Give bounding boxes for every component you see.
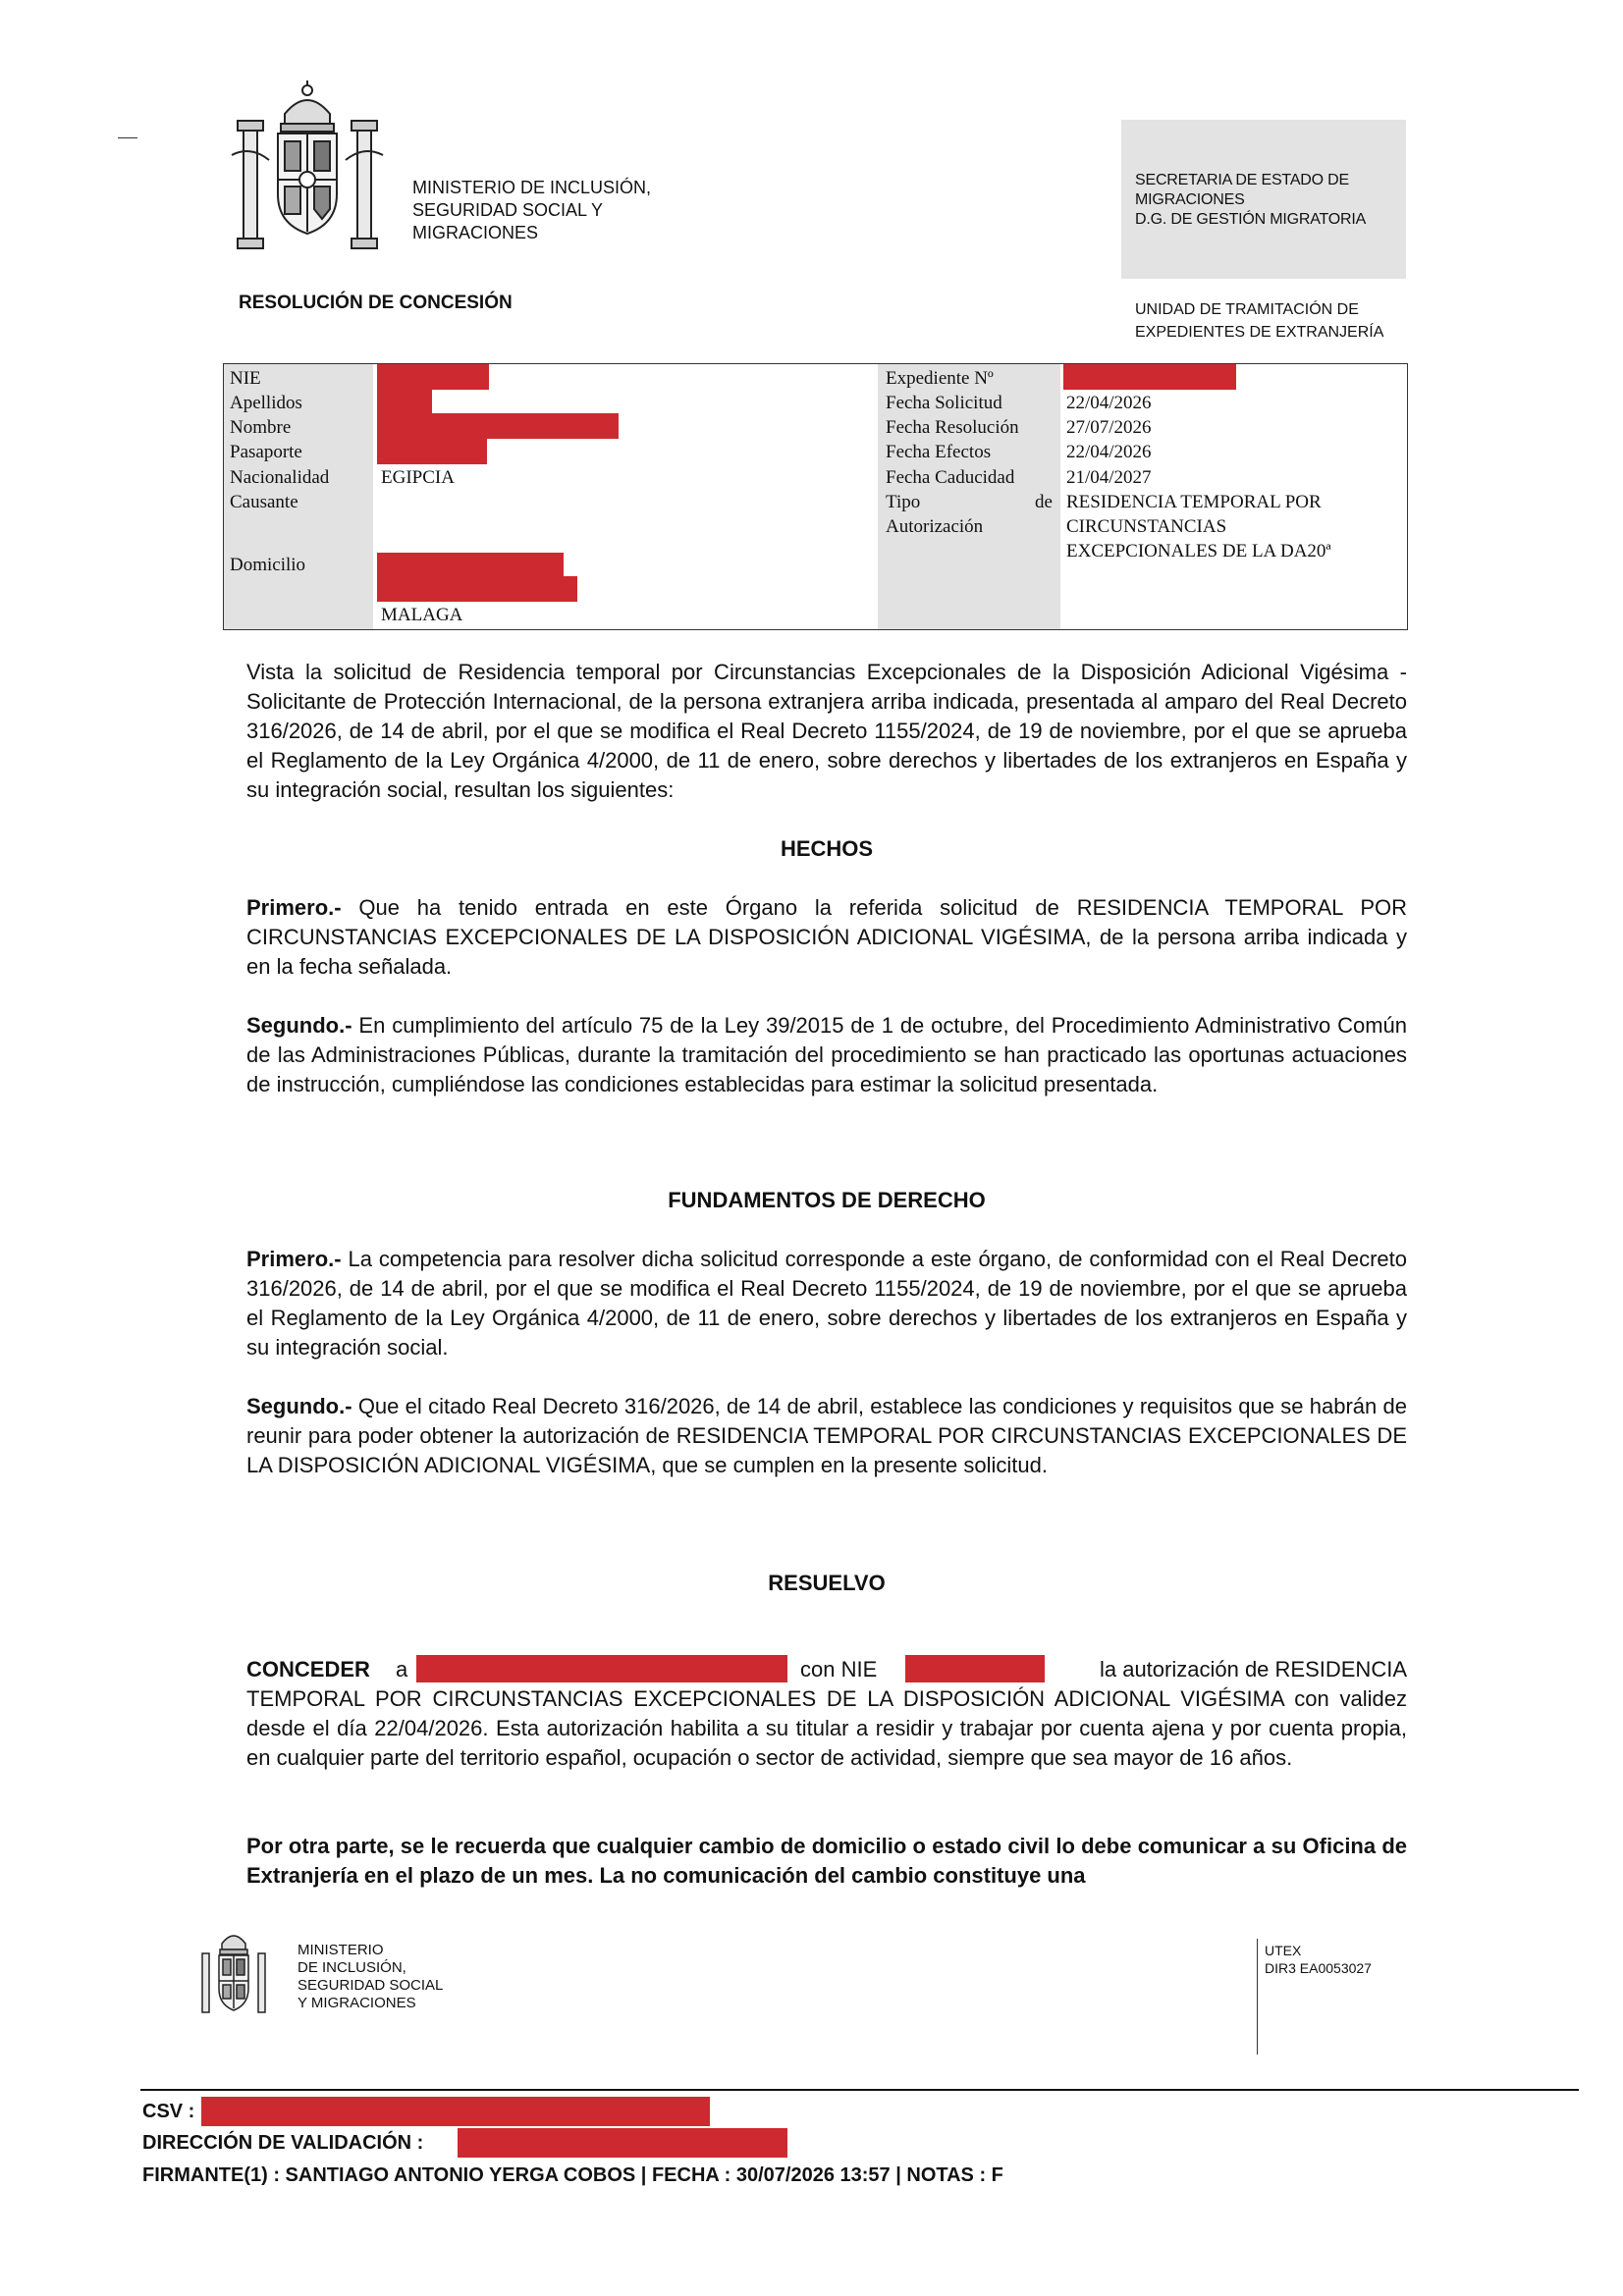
label-expediente: Expediente Nº [886, 368, 994, 389]
conceder-con-nie: con NIE [800, 1657, 878, 1682]
secretaria-line: D.G. DE GESTIÓN MIGRATORIA [1135, 211, 1367, 228]
page-mark [118, 137, 137, 138]
redacted-nie [377, 364, 489, 390]
value-tipo: EXCEPCIONALES DE LA DA20ª [1066, 541, 1331, 561]
value-fecha-caducidad: 21/04/2027 [1066, 467, 1152, 488]
footer-divider [1257, 1939, 1258, 2055]
hechos-primero [246, 893, 1407, 982]
label-causante: Causante [230, 492, 298, 512]
coat-of-arms-icon [196, 1924, 271, 2022]
unit-line: UNIDAD DE TRAMITACIÓN DE [1135, 301, 1359, 318]
value-fecha-efectos: 22/04/2026 [1066, 442, 1152, 462]
footer-ministry-line: DE INCLUSIÓN, [298, 1959, 406, 1976]
value-fecha-solicitud: 22/04/2026 [1066, 393, 1152, 413]
utex-code [1265, 1942, 1372, 1977]
footer-rule [140, 2089, 1579, 2091]
value-fecha-resolucion: 27/07/2026 [1066, 417, 1152, 438]
fundamentos-segundo [246, 1392, 1407, 1480]
label-fecha-caducidad: Fecha Caducidad [886, 467, 1015, 488]
label-domicilio: Domicilio [230, 555, 306, 575]
conceder-a: a [396, 1657, 408, 1682]
redacted-nie-body [905, 1655, 1045, 1682]
label-autorizacion: Autorización [886, 516, 984, 537]
redacted-pasaporte [377, 439, 487, 464]
paragraph-text: Que el citado Real Decreto 316/2026, de 14 de abril, establece las condiciones y requisitos que se habrán de reunir para poder obtener la autorización de RESIDENCIA TEMPORAL POR CIRCUNSTANCIAS EXCEPCIONALES DE LA DISPOSICIÓN ADICIONAL VIGÉSIMA, que se cumplen en la presente solicitud. [246, 1394, 1407, 1477]
coat-of-arms-icon [224, 77, 391, 253]
conceder-paragraph: TEMPORAL POR CIRCUNSTANCIAS EXCEPCIONALES DE LA DISPOSICIÓN ADICIONAL VIGÉSIMA con validez desde el día 22/04/2026. Esta autorización habilita a su titular a residir y trabajar por cuenta ajena y por cuenta propia, en cualquier parte del territorio español, ocupación o sector de actividad, siempre que sea mayor de 16 años. [246, 1686, 1407, 1770]
label-fecha-resolucion: Fecha Resolución [886, 417, 1019, 438]
paragraph-text: La competencia para resolver dicha solicitud corresponde a este órgano, de conformidad con el Real Decreto 316/2026, de 14 de abril, por el que se modifica el Real Decreto 1155/2024, de 19 de noviembre, por el que se aprueba el Reglamento de la Ley Orgánica 4/2000, de 11 de enero, sobre derechos y libertades de los extranjeros en España y su integración social. [246, 1247, 1407, 1360]
secretaria-line: SECRETARIA DE ESTADO DE [1135, 172, 1349, 188]
ministry-name [412, 177, 707, 244]
redacted-domicilio-2 [377, 576, 577, 602]
label-fecha-solicitud: Fecha Solicitud [886, 393, 1002, 413]
label-tipo: Tipo [886, 492, 921, 512]
conceder-lead: CONCEDER [246, 1657, 370, 1682]
value-nacionalidad: EGIPCIA [381, 467, 455, 488]
redacted-validation-url [458, 2128, 787, 2158]
redacted-apellidos [377, 390, 432, 413]
hechos-segundo [246, 1011, 1407, 1099]
label-pasaporte: Pasaporte [230, 442, 302, 462]
section-heading-resuelvo: RESUELVO [768, 1571, 886, 1595]
section-heading-hechos: HECHOS [780, 836, 874, 861]
redacted-expediente [1063, 364, 1236, 390]
paragraph-text: En cumplimiento del artículo 75 de la Ley 39/2015 de 1 de octubre, del Procedimiento Administrativo Común de las Administraciones Públicas, durante la tramitación del procedimiento se han practicado las oportunas actuaciones de instrucción, cumpliéndose las condiciones establecidas para estimar la solicitud presentada. [246, 1013, 1407, 1096]
utex-line: DIR3 EA0053027 [1265, 1960, 1372, 1976]
utex-line: UTEX [1265, 1943, 1302, 1958]
value-city: MALAGA [381, 605, 463, 625]
secretaria-line: MIGRACIONES [1135, 191, 1245, 208]
validation-label: DIRECCIÓN DE VALIDACIÓN : [142, 2132, 424, 2154]
csv-label: CSV : [142, 2101, 195, 2122]
paragraph-lead: Primero.- [246, 1247, 342, 1271]
redacted-domicilio [377, 553, 564, 576]
label-nombre: Nombre [230, 417, 292, 438]
document-title: RESOLUCIÓN DE CONCESIÓN [239, 293, 513, 313]
redacted-name [416, 1655, 787, 1682]
signer-line: FIRMANTE(1) : SANTIAGO ANTONIO YERGA COBOS | FECHA : 30/07/2026 13:57 | NOTAS : F [142, 2164, 1003, 2186]
intro-paragraph: Vista la solicitud de Residencia temporal por Circunstancias Excepcionales de la Disposición Adicional Vigésima - Solicitante de Protección Internacional, de la persona extranjera arriba indicada, presentada al amparo del Real Decreto 316/2026, de 14 de abril, por el que se modifica el Real Decreto 1155/2024, de 19 de noviembre, por el que se aprueba el Reglamento de la Ley Orgánica 4/2000, de 11 de enero, sobre derechos y libertades de los extranjeros en España y su integración social, resultan los siguientes: [246, 660, 1407, 802]
notice-paragraph: Por otra parte, se le recuerda que cualquier cambio de domicilio o estado civil lo debe comunicar a su Oficina de Extranjería en el plazo de un mes. La no comunicación del cambio constituye una [246, 1834, 1407, 1888]
paragraph-lead: Segundo.- [246, 1013, 352, 1038]
unit-name [1135, 298, 1420, 344]
conceder-line-end: la autorización de RESIDENCIA [1099, 1657, 1407, 1682]
redacted-nombre [377, 413, 619, 439]
label-nie: NIE [230, 368, 261, 389]
footer-ministry-line: Y MIGRACIONES [298, 1995, 416, 2011]
secretaria-name [1135, 171, 1400, 230]
fundamentos-primero [246, 1245, 1407, 1362]
paragraph-text: Que ha tenido entrada en este Órgano la referida solicitud de RESIDENCIA TEMPORAL POR CIRCUNSTANCIAS EXCEPCIONALES DE LA DISPOSICIÓN ADICIONAL VIGÉSIMA, de la persona arriba indicada y en la fecha señalada. [246, 895, 1407, 979]
label-tipo-de: de [1035, 492, 1053, 512]
value-tipo: RESIDENCIA TEMPORAL POR [1066, 492, 1322, 512]
paragraph-lead: Segundo.- [246, 1394, 352, 1418]
footer-ministry-name [298, 1942, 494, 2012]
ministry-line: MINISTERIO DE INCLUSIÓN, [412, 178, 652, 197]
redacted-csv [201, 2097, 710, 2126]
applicant-info-table [223, 363, 1408, 630]
label-apellidos: Apellidos [230, 393, 302, 413]
footer-ministry-line: MINISTERIO [298, 1942, 384, 1958]
ministry-line: MIGRACIONES [412, 223, 539, 242]
unit-line: EXPEDIENTES DE EXTRANJERÍA [1135, 324, 1384, 341]
ministry-line: SEGURIDAD SOCIAL Y [412, 200, 604, 220]
footer-ministry-line: SEGURIDAD SOCIAL [298, 1977, 444, 1994]
section-heading-fundamentos: FUNDAMENTOS DE DERECHO [668, 1188, 986, 1212]
value-tipo: CIRCUNSTANCIAS [1066, 516, 1227, 537]
label-fecha-efectos: Fecha Efectos [886, 442, 992, 462]
label-nacionalidad: Nacionalidad [230, 467, 330, 488]
paragraph-lead: Primero.- [246, 895, 342, 920]
